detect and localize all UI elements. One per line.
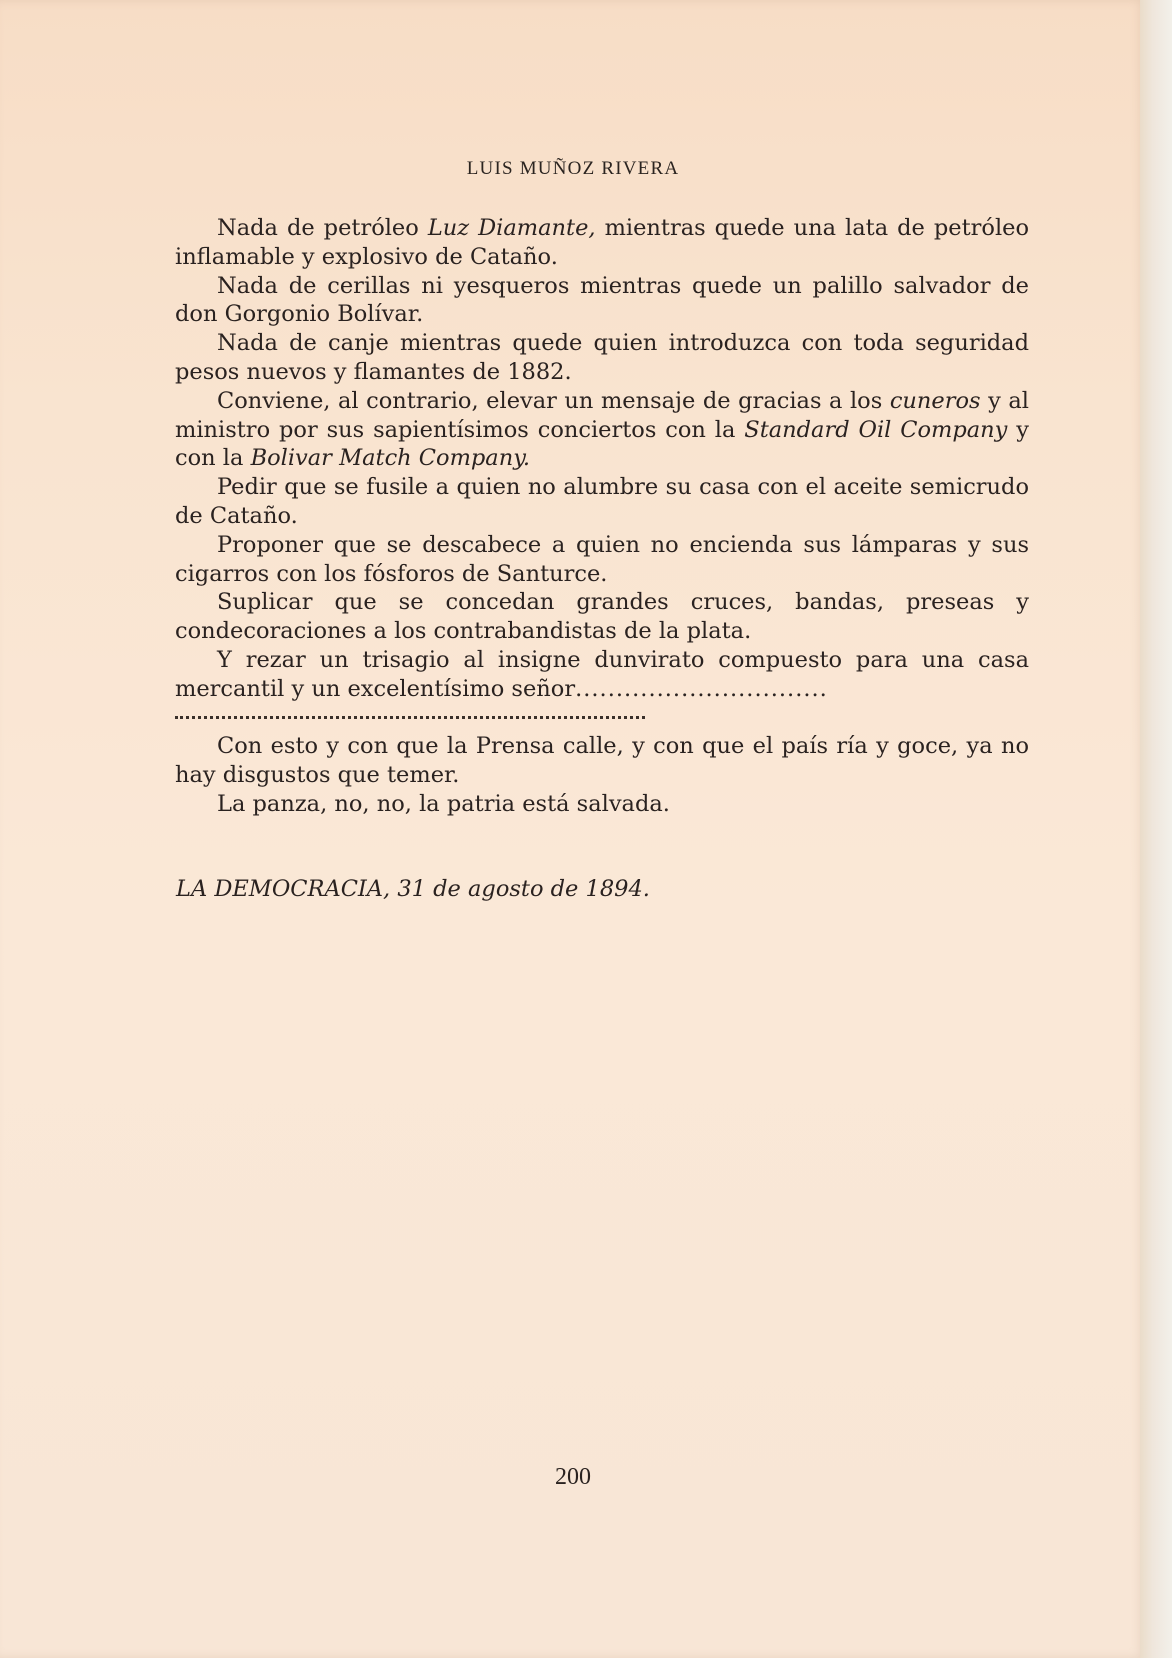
article-body (175, 214, 1029, 819)
paragraph-3: Nada de canje mientras quede quien introduzca con toda seguridad pesos nuevos y flamantes de 1882. (175, 330, 1029, 385)
running-head: LUIS MUÑOZ RIVERA (466, 158, 680, 179)
page-number: 200 (555, 1464, 591, 1490)
source-signoff: LA DEMOCRACIA, 31 de agosto de 1894. (176, 876, 650, 902)
paragraph-2: Nada de cerillas ni yesqueros mientras quede un palillo salvador de don Gorgonio Bolívar. (175, 272, 1029, 328)
paragraph-1: Nada de petróleo Luz Diamante, mientras quede una lata de petróleo inflamable y explosivo de Cataño. (175, 215, 1029, 270)
page-edge (1140, 0, 1172, 1658)
paragraph-10: La panza, no, no, la patria está salvada. (217, 790, 670, 817)
paragraph-5: Pedir que se fusile a quien no alumbre su casa con el aceite semicrudo de Cataño. (175, 474, 1029, 529)
leader-dots: ............................... (575, 675, 828, 702)
paragraph-6: Proponer que se descabece a quien no encienda sus lámparas y sus cigarros con los fósforos de Santurce. (175, 531, 1029, 587)
dotted-separator (175, 704, 1029, 733)
paragraph-9: Con esto y con que la Prensa calle, y con que el país ría y goce, ya no hay disgustos que temer. (175, 733, 1029, 789)
paragraph-4: Conviene, al contrario, elevar un mensaje de gracias a los cuneros y al ministro por sus sapientísimos conciertos con la Standard Oil Company y con la Bolivar Match Company. (175, 387, 1029, 472)
paragraph-8: Y rezar un trisagio al insigne dunvirato compuesto para una casa mercantil y un excelentísimo señor............................... (175, 646, 1029, 702)
paragraph-7: Suplicar que se concedan grandes cruces, bandas, preseas y condecoraciones a los contrabandistas de la plata. (175, 589, 1029, 645)
